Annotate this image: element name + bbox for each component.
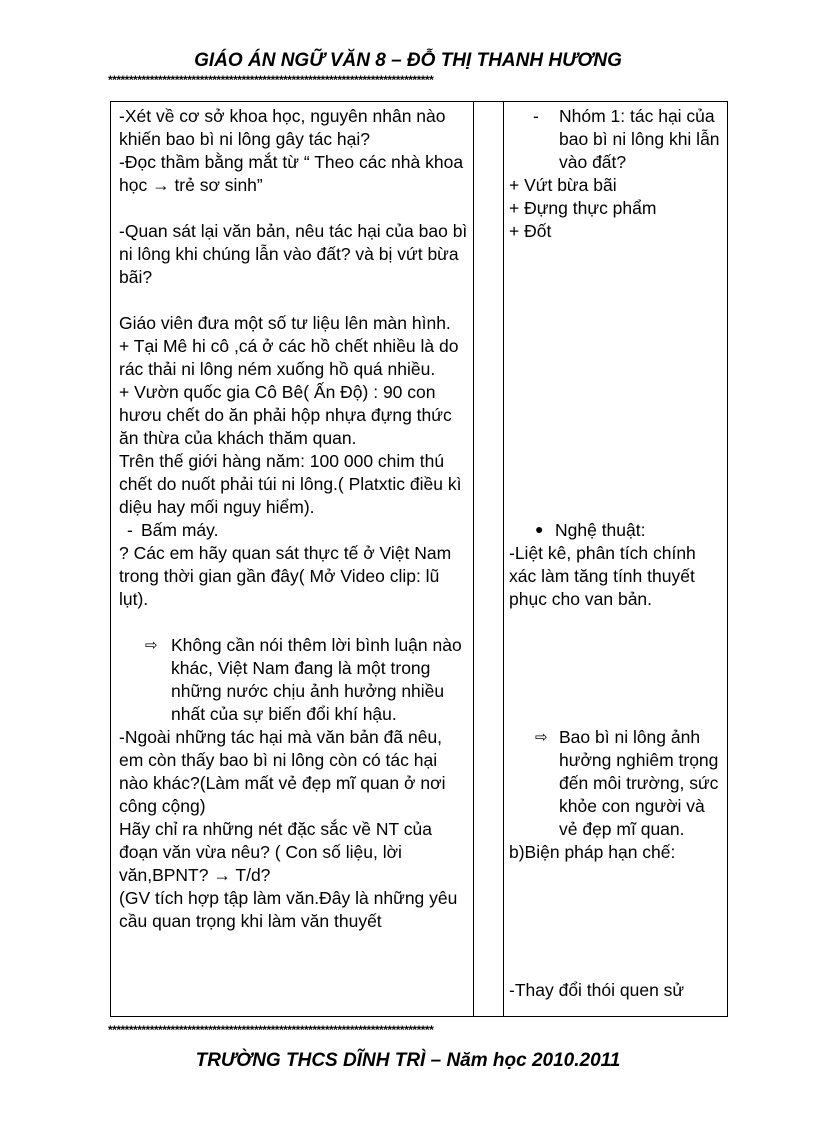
list-item: ● Nghệ thuật: xyxy=(535,520,646,540)
text-line: -Quan sát lại văn bản, nêu tác hại của bao bì ni lông khi chúng lẫn vào đất? và bị vứt bừa bãi? xyxy=(119,221,468,287)
text-line: + Vứt bừa bãi xyxy=(509,175,617,195)
column-divider-2 xyxy=(503,102,504,1016)
list-item: - Nhóm 1: tác hại của bao bì ni lông khi lẫn vào đất? xyxy=(533,106,720,172)
list-item: - Bấm máy. xyxy=(127,520,219,540)
text-line: Hãy chỉ ra những nét đặc sắc về NT của đoạn văn vừa nêu? ( Con số liệu, lời văn,BPNT? → T/d? xyxy=(119,819,432,885)
text-line: + Đựng thực phẩm xyxy=(509,198,657,218)
text-line: -Xét về cơ sở khoa học, nguyên nhân nào khiến bao bì ni lông gây tác hại? xyxy=(119,106,446,149)
text-line: -Ngoài những tác hại mà văn bản đã nêu, em còn thấy bao bì ni lông còn có tác hại nào khác?(Làm mất vẻ đẹp mĩ quan ở nơi công cộng) xyxy=(119,727,446,816)
header-title: GIÁO ÁN NGỮ VĂN 8 – ĐỖ THỊ THANH HƯƠNG xyxy=(194,50,622,71)
list-item: ⇨ Bao bì ni lông ảnh hưởng nghiêm trọng đến môi trường, sức khỏe con người và vẻ đẹp mĩ quan. xyxy=(535,727,719,839)
text-line: + Tại Mê hi cô ,cá ở các hồ chết nhiều là do rác thải ni lông ném xuống hồ quá nhiều. xyxy=(119,336,459,379)
text-line: Trên thế giới hàng năm: 100 000 chim thú chết do nuốt phải túi ni lông.( Platxtic điều kì diệu hay mối nguy hiểm). xyxy=(119,451,462,517)
column-divider-1 xyxy=(473,102,474,1016)
list-item: ⇨ Không cần nói thêm lời bình luận nào khác, Việt Nam đang là một trong những nước chịu ảnh hưởng nhiều nhất của sự biến đổi khí hậu. xyxy=(145,635,462,724)
lesson-table xyxy=(110,101,728,1017)
text-line: ? Các em hãy quan sát thực tế ở Việt Nam trong thời gian gần đây( Mở Video clip: lũ lụt). xyxy=(119,543,452,609)
text-line: -Thay đổi thói quen sử xyxy=(509,980,685,1000)
arrow-right-icon: ⇨ xyxy=(535,729,548,746)
text-line: (GV tích hợp tập làm văn.Đây là những yêu cầu quan trọng khi làm văn thuyết xyxy=(119,888,458,931)
footer-star-divider: ****************************************************************************** xyxy=(108,1024,434,1036)
header-star-divider: ****************************************************************************** xyxy=(108,74,434,86)
content-column xyxy=(509,105,725,1002)
bullet-icon: ● xyxy=(535,521,544,537)
text-line: + Đốt xyxy=(509,221,552,241)
footer-title: TRƯỜNG THCS DĨNH TRÌ – Năm học 2010.2011 xyxy=(195,1050,621,1071)
text-line: b)Biện pháp hạn chế: xyxy=(509,842,676,862)
text-line: -Đọc thầm bằng mắt từ “ Theo các nhà khoa học → trẻ sơ sinh” xyxy=(119,152,464,195)
text-line: Giáo viên đưa một số tư liệu lên màn hình. xyxy=(119,313,451,333)
text-line: -Liệt kê, phân tích chính xác làm tăng tính thuyết phục cho van bản. xyxy=(509,543,696,609)
arrow-right-icon: ⇨ xyxy=(145,637,158,654)
teacher-activity-column xyxy=(119,105,469,933)
text-line: + Vườn quốc gia Cô Bê( Ấn Độ) : 90 con hươu chết do ăn phải hộp nhựa đựng thức ăn thừa của khách thăm quan. xyxy=(119,382,452,448)
